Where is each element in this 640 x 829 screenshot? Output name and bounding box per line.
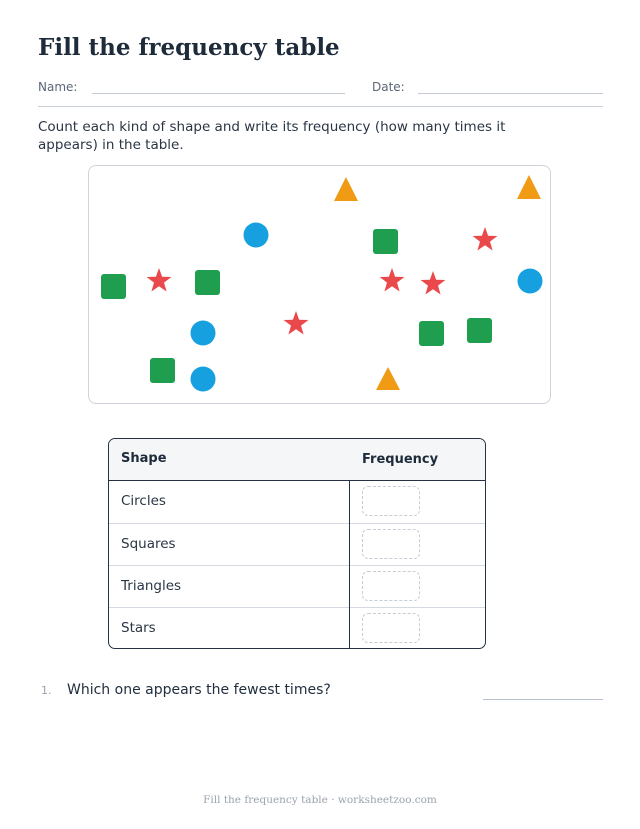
- date-field[interactable]: [418, 93, 603, 94]
- date-label: Date:: [372, 80, 405, 94]
- instructions: Count each kind of shape and write its frequency (how many times it appears) in the table.: [38, 119, 506, 153]
- shape-name: Triangles: [121, 578, 182, 594]
- circle-icon: [191, 367, 216, 392]
- table-row: [109, 523, 485, 565]
- star-icon: [284, 311, 309, 335]
- name-label: Name:: [38, 80, 78, 94]
- shapes-picture: [88, 165, 551, 404]
- square-icon: [195, 270, 220, 295]
- star-icon: [473, 227, 498, 251]
- question-text: Which one appears the fewest times?: [67, 682, 331, 698]
- star-icon: [380, 268, 405, 292]
- frequency-answer-box[interactable]: [362, 529, 420, 559]
- triangle-icon: [334, 177, 358, 201]
- square-icon: [419, 321, 444, 346]
- frequency-answer-box[interactable]: [362, 571, 420, 601]
- circle-icon: [191, 321, 216, 346]
- star-icon: [147, 268, 172, 292]
- name-field[interactable]: [92, 93, 345, 94]
- star-icon: [421, 271, 446, 295]
- page-title: Fill the frequency table: [38, 34, 340, 61]
- triangle-icon: [517, 175, 541, 199]
- column-divider: [349, 481, 350, 648]
- shape-name: Stars: [121, 620, 156, 636]
- table-row: [109, 481, 485, 523]
- square-icon: [373, 229, 398, 254]
- frequency-answer-box[interactable]: [362, 613, 420, 643]
- answer-line[interactable]: [483, 699, 603, 700]
- frequency-answer-box[interactable]: [362, 486, 420, 516]
- square-icon: [101, 274, 126, 299]
- square-icon: [467, 318, 492, 343]
- question-number: 1.: [41, 684, 52, 697]
- square-icon: [150, 358, 175, 383]
- table-row: [109, 607, 485, 649]
- circle-icon: [244, 223, 269, 248]
- frequency-table: [108, 438, 486, 649]
- footer: Fill the frequency table · worksheetzoo.com: [203, 794, 437, 806]
- circle-icon: [518, 269, 543, 294]
- triangle-icon: [376, 367, 400, 390]
- frequency-column-header: Frequency: [362, 452, 439, 467]
- table-row: [109, 565, 485, 607]
- shape-column-header: Shape: [121, 451, 167, 466]
- shape-name: Squares: [121, 536, 176, 552]
- table-header: [109, 439, 485, 481]
- shape-name: Circles: [121, 493, 166, 509]
- header-divider: [38, 106, 603, 107]
